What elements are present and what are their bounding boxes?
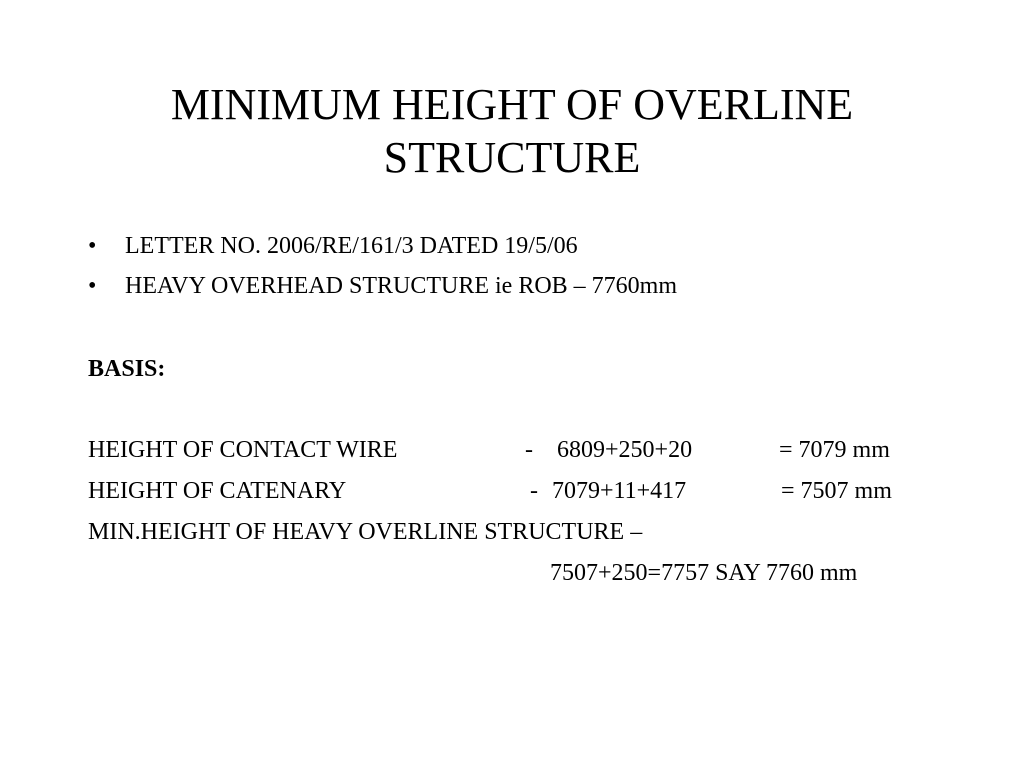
calc-label-catenary: HEIGHT OF CATENARY (88, 478, 347, 504)
calc-result-contact-wire: = 7079 mm (779, 437, 890, 463)
slide-title (0, 78, 1024, 184)
calc-result-catenary: = 7507 mm (781, 478, 892, 504)
bullet-text-heavy-structure: HEAVY OVERHEAD STRUCTURE ie ROB – 7760mm (125, 273, 678, 299)
calc-dash-contact-wire: - (525, 437, 533, 463)
min-height-label: MIN.HEIGHT OF HEAVY OVERLINE STRUCTURE – (88, 519, 643, 545)
slide-title-line-1: MINIMUM HEIGHT OF OVERLINE (170, 80, 854, 129)
calc-label-contact-wire: HEIGHT OF CONTACT WIRE (88, 437, 398, 463)
calc-dash-catenary: - (530, 478, 538, 504)
calc-expression-catenary: 7079+11+417 (552, 478, 687, 504)
slide-title-line-2: STRUCTURE (383, 133, 641, 182)
bullet-icon: • (88, 273, 97, 299)
calc-expression-contact-wire: 6809+250+20 (557, 437, 693, 463)
basis-heading: BASIS: (88, 356, 166, 382)
bullet-icon: • (88, 233, 97, 259)
bullet-text-letter: LETTER NO. 2006/RE/161/3 DATED 19/5/06 (125, 233, 578, 259)
min-height-value: 7507+250=7757 SAY 7760 mm (550, 560, 858, 586)
